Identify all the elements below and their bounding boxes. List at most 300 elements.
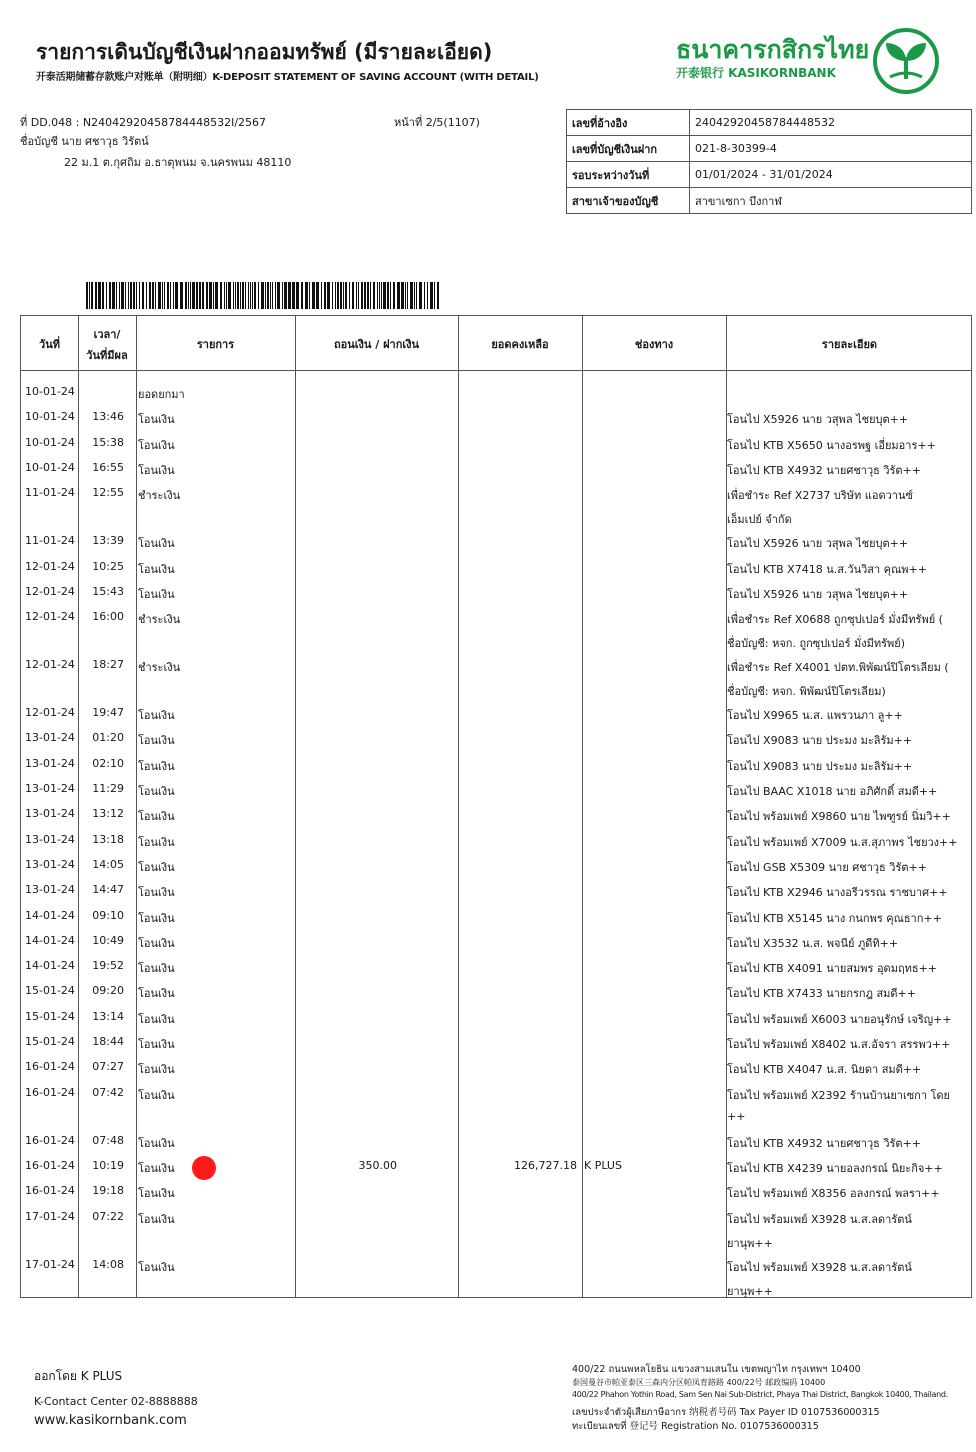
col-header-channel: ช่องทาง	[634, 338, 674, 351]
table-row	[21, 1086, 973, 1102]
cell-time: 19:18	[92, 1184, 124, 1198]
table-row	[21, 436, 973, 452]
cell-detail: โอนไป X5926 นาย วสุพล ไชยบุต++	[727, 587, 909, 601]
barcode-bar	[397, 282, 400, 309]
cell-detail: โอนไป พร้อมเพย์ X3928 น.ส.ลดารัตน์	[727, 1260, 912, 1274]
cell-detail: โอนไป X5926 นาย วสุพล ไชยบุต++	[727, 413, 909, 427]
cell-time: 01:20	[92, 731, 124, 745]
barcode-bar	[309, 282, 310, 309]
redaction-mark	[192, 1156, 216, 1180]
table-row	[21, 1210, 973, 1226]
cell-desc: ชำระเงิน	[138, 661, 181, 675]
cell-desc: โอนเงิน	[138, 1063, 175, 1077]
barcode-bar	[158, 282, 161, 309]
cell-detail: เพื่อชำระ Ref X0688 ถูกซุปเปอร์ มั่งมีทรัพย์ (	[727, 613, 943, 627]
col-header-description: รายการ	[196, 338, 235, 351]
barcode-bar	[173, 282, 174, 309]
barcode-bar	[245, 282, 246, 309]
cell-date: 17-01-24	[25, 1209, 75, 1223]
barcode-bar	[242, 282, 244, 309]
col-header-detail: รายละเอียด	[821, 338, 878, 351]
barcode-bar	[180, 282, 183, 309]
cell-desc: โอนเงิน	[138, 911, 175, 925]
bank-address-en: 400/22 Phahon Yothin Road, Sam Sen Nai Sub-District, Phaya Thai District, Bangkok 10400, Thailand.	[572, 1390, 948, 1399]
table-row	[21, 1060, 973, 1076]
barcode-bar	[95, 282, 97, 309]
cell-time: 09:20	[92, 984, 124, 998]
barcode-bar	[410, 282, 413, 309]
table-row	[21, 410, 973, 426]
website-link[interactable]: www.kasikornbank.com	[34, 1413, 187, 1428]
cell-date: 10-01-24	[25, 385, 75, 398]
cell-date: 16-01-24	[25, 1184, 75, 1198]
cell-time: 07:48	[92, 1133, 124, 1147]
cell-detail: เพื่อชำระ Ref X4001 ปตท.พิพัฒน์ปิโตรเลียม (	[727, 661, 949, 675]
barcode-bar	[321, 282, 322, 309]
cell-time: 15:38	[92, 435, 124, 449]
cell-desc: โอนเงิน	[138, 1012, 175, 1026]
barcode-bar	[296, 282, 299, 309]
barcode-bar	[261, 282, 264, 309]
barcode-bar	[352, 282, 354, 309]
account-address: 22 ม.1 ต.กุศถิม อ.ธาตุพนม จ.นครพนม 48110	[64, 156, 292, 169]
cell-time: 13:39	[92, 534, 124, 548]
barcode-bar	[358, 282, 359, 309]
cell-desc: โอนเงิน	[138, 860, 175, 874]
barcode-bar	[121, 282, 124, 309]
cell-desc: โอนเงิน	[138, 759, 175, 773]
cell-detail: โอนไป พร้อมเพย์ X7009 น.ส.สุภาพร ไชยวง++	[727, 835, 958, 849]
barcode-bar	[430, 282, 433, 309]
table-row	[21, 807, 973, 823]
barcode-bar	[202, 282, 204, 309]
cell-time: 07:27	[92, 1060, 124, 1074]
barcode-bar	[89, 282, 90, 309]
cell-desc: โอนเงิน	[138, 835, 175, 849]
table-row	[21, 585, 973, 601]
barcode-bar	[419, 282, 422, 309]
cell-date: 17-01-24	[25, 1257, 75, 1271]
barcode-bar	[102, 282, 104, 309]
barcode-bar	[267, 282, 269, 309]
cell-detail: โอนไป X9965 น.ส. แพรวนภา ลู++	[727, 709, 903, 723]
barcode-bar	[327, 282, 330, 309]
cell-detail: โอนไป KTB X4091 นายสมพร อุดมฤทธ++	[727, 962, 938, 976]
table-row	[21, 757, 973, 773]
barcode-bar	[164, 282, 165, 309]
table-row	[21, 833, 973, 849]
barcode-bar	[226, 282, 227, 309]
barcode-bar	[337, 282, 339, 309]
barcode-bar	[206, 282, 208, 309]
cell-time: 07:42	[92, 1085, 124, 1099]
cell-date: 12-01-24	[25, 706, 75, 720]
barcode-bar	[414, 282, 415, 309]
cell-date: 16-01-24	[25, 1133, 75, 1147]
bank-name-th: ธนาคารกสิกรไทย	[676, 35, 870, 64]
barcode-bar	[345, 282, 347, 309]
cell-date: 10-01-24	[25, 435, 75, 449]
cell-date: 13-01-24	[25, 832, 75, 846]
cell-desc: โอนเงิน	[138, 537, 175, 551]
account-name: ชื่อบัญชี นาย ศชาวุธ วิรัตน์	[20, 135, 149, 148]
registration-number: ทะเบียนเลขที่ 登记号 Registration No. 0107536000315	[572, 1421, 819, 1432]
cell-time: 07:22	[92, 1209, 124, 1223]
statement-subtitle: 开泰活期储蓄存款账户对账单（附明细）K-DEPOSIT STATEMENT OF SAVING ACCOUNT (WITH DETAIL)	[36, 72, 539, 83]
cell-detail-continued: ชื่อบัญชี: หจก. พิพัฒน์ปิโตรเลียม)	[727, 685, 886, 699]
cell-date: 10-01-24	[25, 460, 75, 474]
cell-date: 12-01-24	[25, 559, 75, 573]
cell-detail: โอนไป KTB X7433 นายกรกฎ สมดี++	[727, 987, 916, 1001]
bank-name-en: 开泰银行 KASIKORNBANK	[676, 66, 836, 80]
barcode-bar	[332, 282, 333, 309]
table-row	[21, 385, 973, 401]
table-row	[21, 959, 973, 975]
cell-time: 10:19	[92, 1158, 124, 1172]
cell-desc: โอนเงิน	[138, 810, 175, 824]
cell-detail: โอนไป KTB X4932 นายศชาวุธ วิรัต++	[727, 1136, 922, 1150]
barcode-bar	[116, 282, 117, 309]
barcode-bar	[370, 282, 371, 309]
cell-time: 18:44	[92, 1035, 124, 1048]
barcode-bar	[240, 282, 241, 309]
cell-time: 10:25	[92, 559, 124, 573]
barcode-bar	[254, 282, 256, 309]
cell-detail-continued: เอ็มเปย์ จำกัด	[727, 513, 792, 527]
barcode-bar	[185, 282, 187, 309]
barcode	[86, 282, 440, 309]
cell-detail: โอนไป พร้อมเพย์ X8402 น.ส.อัจรา สรรพว++	[727, 1038, 951, 1051]
cell-date: 12-01-24	[25, 584, 75, 598]
barcode-bar	[292, 282, 295, 309]
header-divider	[21, 370, 971, 371]
barcode-bar	[373, 282, 375, 309]
cell-date: 13-01-24	[25, 857, 75, 871]
cell-desc: โอนเงิน	[138, 1161, 175, 1175]
barcode-bar	[288, 282, 291, 309]
info-row-reference	[567, 110, 972, 136]
barcode-bar	[175, 282, 178, 309]
cell-detail: โอนไป X9083 นาย ประมง มะลิรัม++	[727, 734, 913, 748]
table-row	[21, 858, 973, 874]
barcode-bar	[125, 282, 126, 309]
barcode-bar	[199, 282, 201, 309]
barcode-bar	[383, 282, 386, 309]
account-info-box	[566, 109, 972, 214]
barcode-bar	[343, 282, 344, 309]
cell-time: 13:12	[92, 807, 124, 821]
barcode-bar	[188, 282, 189, 309]
cell-date: 15-01-24	[25, 1009, 75, 1023]
barcode-bar	[390, 282, 391, 309]
barcode-bar	[133, 282, 135, 309]
cell-time: 14:47	[92, 883, 124, 897]
info-row-branch	[567, 188, 972, 214]
barcode-bar	[136, 282, 137, 309]
cell-detail: โอนไป KTB X5650 นางอรพฐ เอี่ยมอาร++	[727, 438, 936, 452]
barcode-bar	[381, 282, 382, 309]
table-row	[21, 883, 973, 899]
barcode-bar	[275, 282, 276, 309]
cell-desc: โอนเงิน	[138, 936, 175, 950]
barcode-bar	[312, 282, 315, 309]
table-row	[21, 1134, 973, 1150]
info-label: เลขที่อ้างอิง	[567, 110, 690, 136]
cell-time: 13:46	[92, 410, 124, 424]
barcode-bar	[258, 282, 259, 309]
info-label: รอบระหว่างวันที่	[567, 162, 690, 188]
cell-detail: โอนไป BAAC X1018 นาย อภิศักดิ์ สมดี++	[727, 785, 938, 798]
cell-date: 10-01-24	[25, 410, 75, 424]
barcode-bar	[220, 282, 222, 309]
barcode-bar	[233, 282, 234, 309]
cell-date: 11-01-24	[25, 534, 75, 548]
issued-by: ออกโดย K PLUS	[34, 1369, 123, 1383]
cell-desc: โอนเงิน	[138, 1260, 175, 1274]
cell-time: 02:10	[92, 756, 124, 770]
info-label: สาขาเจ้าของบัญชี	[567, 188, 690, 214]
document-number: ที่ DD.048 : N24042920458784448532I/2567	[20, 116, 267, 129]
info-label: เลขที่บัญชีเงินฝาก	[567, 136, 690, 162]
cell-desc: โอนเงิน	[138, 413, 175, 427]
barcode-bar	[130, 282, 132, 309]
table-row	[21, 658, 973, 674]
cell-time: 18:27	[92, 658, 124, 672]
cell-date: 16-01-24	[25, 1158, 75, 1172]
table-row	[21, 1258, 973, 1274]
barcode-bar	[277, 282, 280, 309]
cell-detail: โอนไป พร้อมเพย์ X9860 นาย ไพฑูรย์ นิ่มวิ++	[727, 810, 951, 824]
cell-desc: โอนเงิน	[138, 987, 175, 1001]
cell-desc: โอนเงิน	[138, 709, 175, 723]
cell-date: 11-01-24	[25, 486, 75, 500]
cell-detail-continued: ++	[727, 1109, 746, 1123]
cell-detail: โอนไป X3532 น.ส. พจนีย์ ภูดีทิ++	[727, 936, 899, 950]
barcode-bar	[250, 282, 251, 309]
barcode-bar	[162, 282, 163, 309]
barcode-bar	[349, 282, 350, 309]
cell-date: 12-01-24	[25, 658, 75, 672]
col-header-time: เวลา/	[93, 328, 121, 341]
table-row	[21, 1035, 973, 1051]
cell-detail: โอนไป พร้อมเพย์ X6003 นายอนุรักษ์ เจริญ++	[727, 1012, 952, 1026]
barcode-bar	[146, 282, 147, 309]
barcode-bar	[379, 282, 380, 309]
cell-detail: โอนไป KTB X4932 นายศชาวุธ วิรัต++	[727, 463, 922, 477]
barcode-bar	[340, 282, 342, 309]
barcode-bar	[91, 282, 93, 309]
barcode-bar	[112, 282, 115, 309]
cell-desc: โอนเงิน	[138, 562, 175, 576]
bank-address-cn: 泰国曼谷市帕亚泰区三森内分区帕凤育路路 400/22号 邮政编码 10400	[572, 1378, 826, 1387]
barcode-bar	[106, 282, 107, 309]
barcode-bar	[367, 282, 369, 309]
table-row	[21, 731, 973, 747]
barcode-bar	[284, 282, 287, 309]
barcode-bar	[437, 282, 439, 309]
barcode-bar	[142, 282, 144, 309]
cell-desc: โอนเงิน	[138, 962, 175, 976]
barcode-bar	[316, 282, 319, 309]
barcode-bar	[196, 282, 198, 309]
cell-desc: โอนเงิน	[138, 1038, 175, 1051]
cell-desc: โอนเงิน	[138, 886, 175, 900]
cell-desc: โอนเงิน	[138, 463, 175, 477]
cell-time: 13:14	[92, 1009, 124, 1023]
barcode-bar	[377, 282, 378, 309]
barcode-bar	[434, 282, 435, 309]
cell-desc: โอนเงิน	[138, 1136, 175, 1150]
barcode-bar	[149, 282, 151, 309]
cell-desc: ยอดยกมา	[138, 388, 185, 401]
col-header-balance: ยอดคงเหลือ	[491, 338, 549, 351]
cell-date: 13-01-24	[25, 731, 75, 745]
barcode-bar	[393, 282, 395, 309]
barcode-bar	[401, 282, 404, 309]
cell-detail-continued: ยานุพ++	[727, 1236, 773, 1250]
cell-date: 15-01-24	[25, 1035, 75, 1048]
barcode-bar	[416, 282, 417, 309]
barcode-bar	[224, 282, 225, 309]
barcode-bar	[301, 282, 303, 309]
barcode-bar	[128, 282, 129, 309]
barcode-bar	[252, 282, 253, 309]
info-value: 24042920458784448532	[690, 110, 972, 136]
cell-time: 14:05	[92, 857, 124, 871]
barcode-bar	[170, 282, 171, 309]
cell-desc: โอนเงิน	[138, 734, 175, 748]
cell-time: 13:18	[92, 832, 124, 846]
cell-amount: 350.00	[358, 1158, 397, 1172]
info-value: 021-8-30399-4	[690, 136, 972, 162]
cell-date: 13-01-24	[25, 807, 75, 821]
barcode-bar	[209, 282, 212, 309]
cell-channel: K PLUS	[584, 1158, 622, 1172]
cell-date: 14-01-24	[25, 959, 75, 973]
page-number: หน้าที่ 2/5(1107)	[394, 116, 480, 129]
col-header-amount: ถอนเงิน / ฝากเงิน	[333, 338, 420, 351]
cell-time: 19:47	[92, 706, 124, 720]
table-row	[21, 1159, 973, 1175]
cell-detail: โอนไป KTB X5145 นาง กนกพร คุณธาก++	[727, 911, 942, 925]
info-row-account-number	[567, 136, 972, 162]
cell-time: 19:52	[92, 959, 124, 973]
barcode-bar	[237, 282, 239, 309]
table-row	[21, 486, 973, 502]
barcode-bar	[86, 282, 88, 309]
barcode-bar	[356, 282, 357, 309]
barcode-bar	[139, 282, 140, 309]
cell-date: 13-01-24	[25, 756, 75, 770]
barcode-bar	[427, 282, 428, 309]
barcode-bar	[109, 282, 111, 309]
cell-time: 11:29	[92, 782, 124, 795]
barcode-bar	[265, 282, 266, 309]
cell-detail: โอนไป X9083 นาย ประมง มะลิรัม++	[727, 759, 913, 773]
barcode-bar	[248, 282, 249, 309]
cell-desc: โอนเงิน	[138, 438, 175, 452]
barcode-bar	[405, 282, 406, 309]
cell-detail: โอนไป KTB X2946 นางอรีวรรณ ราชบาศ++	[727, 886, 948, 900]
cell-detail: โอนไป KTB X4239 นายอลงกรณ์ นิยะกิจ++	[727, 1161, 943, 1175]
table-row	[21, 782, 973, 798]
barcode-bar	[272, 282, 273, 309]
kasikornbank-logo-icon	[872, 27, 940, 95]
cell-date: 13-01-24	[25, 883, 75, 897]
cell-time: 10:49	[92, 933, 124, 947]
cell-detail: โอนไป พร้อมเพย์ X3928 น.ส.ลดารัตน์	[727, 1212, 912, 1226]
col-header-effective-date: วันที่มีผล	[86, 349, 128, 362]
cell-desc: โอนเงิน	[138, 1088, 175, 1102]
info-row-period	[567, 162, 972, 188]
barcode-bar	[98, 282, 101, 309]
cell-detail: โอนไป KTB X7418 น.ส.วันวิสา คุณพ++	[727, 562, 927, 576]
cell-time: 15:43	[92, 584, 124, 598]
table-row	[21, 461, 973, 477]
info-value: สาขาเซกา บึงกาฬ	[690, 188, 972, 214]
tax-payer-id: เลขประจำตัวผู้เสียภาษีอากร 纳税者号码 Tax Payer ID 0107536000315	[572, 1407, 880, 1418]
cell-desc: ชำระเงิน	[138, 613, 181, 627]
bank-address-th: 400/22 ถนนพหลโยธิน แขวงสามเสนใน เขตพญาไท กรุงเทพฯ 10400	[572, 1364, 861, 1375]
cell-detail: โอนไป พร้อมเพย์ X8356 อลงกรณ์ พลรา++	[727, 1187, 940, 1201]
table-row	[21, 984, 973, 1000]
table-row	[21, 534, 973, 550]
cell-detail: โอนไป พร้อมเพย์ X2392 ร้านบ้านยาเซกา โดย	[727, 1088, 951, 1102]
cell-desc: โอนเงิน	[138, 1212, 175, 1226]
barcode-bar	[167, 282, 169, 309]
barcode-bar	[282, 282, 283, 309]
barcode-bar	[155, 282, 156, 309]
cell-date: 14-01-24	[25, 933, 75, 947]
barcode-bar	[235, 282, 236, 309]
table-row	[21, 909, 973, 925]
cell-desc: โอนเงิน	[138, 1187, 175, 1201]
cell-time: 09:10	[92, 908, 124, 922]
barcode-bar	[305, 282, 308, 309]
contact-center: K-Contact Center 02-8888888	[34, 1395, 198, 1408]
cell-date: 16-01-24	[25, 1060, 75, 1074]
barcode-bar	[190, 282, 191, 309]
barcode-bar	[192, 282, 195, 309]
barcode-bar	[364, 282, 366, 309]
cell-date: 12-01-24	[25, 610, 75, 624]
barcode-bar	[119, 282, 120, 309]
cell-detail: โอนไป X5926 นาย วสุพล ไชยบุต++	[727, 537, 909, 551]
cell-date: 15-01-24	[25, 984, 75, 998]
barcode-bar	[215, 282, 218, 309]
cell-desc: ชำระเงิน	[138, 489, 181, 503]
table-row	[21, 934, 973, 950]
cell-time: 16:55	[92, 460, 124, 474]
cell-balance: 126,727.18	[514, 1158, 577, 1172]
cell-date: 14-01-24	[25, 908, 75, 922]
cell-detail: โอนไป KTB X4047 น.ส. นิยดา สมดี++	[727, 1063, 922, 1077]
table-row	[21, 610, 973, 626]
cell-date: 16-01-24	[25, 1085, 75, 1099]
table-row	[21, 1184, 973, 1200]
cell-time: 14:08	[92, 1257, 124, 1271]
barcode-bar	[324, 282, 326, 309]
cell-date: 13-01-24	[25, 782, 75, 795]
cell-time: 12:55	[92, 486, 124, 500]
barcode-bar	[407, 282, 408, 309]
cell-detail: เพื่อชำระ Ref X2737 บริษัท แอดวานซ์	[727, 489, 913, 503]
barcode-bar	[270, 282, 271, 309]
barcode-bar	[361, 282, 363, 309]
cell-desc: โอนเงิน	[138, 785, 175, 798]
barcode-bar	[213, 282, 214, 309]
cell-time: 16:00	[92, 610, 124, 624]
